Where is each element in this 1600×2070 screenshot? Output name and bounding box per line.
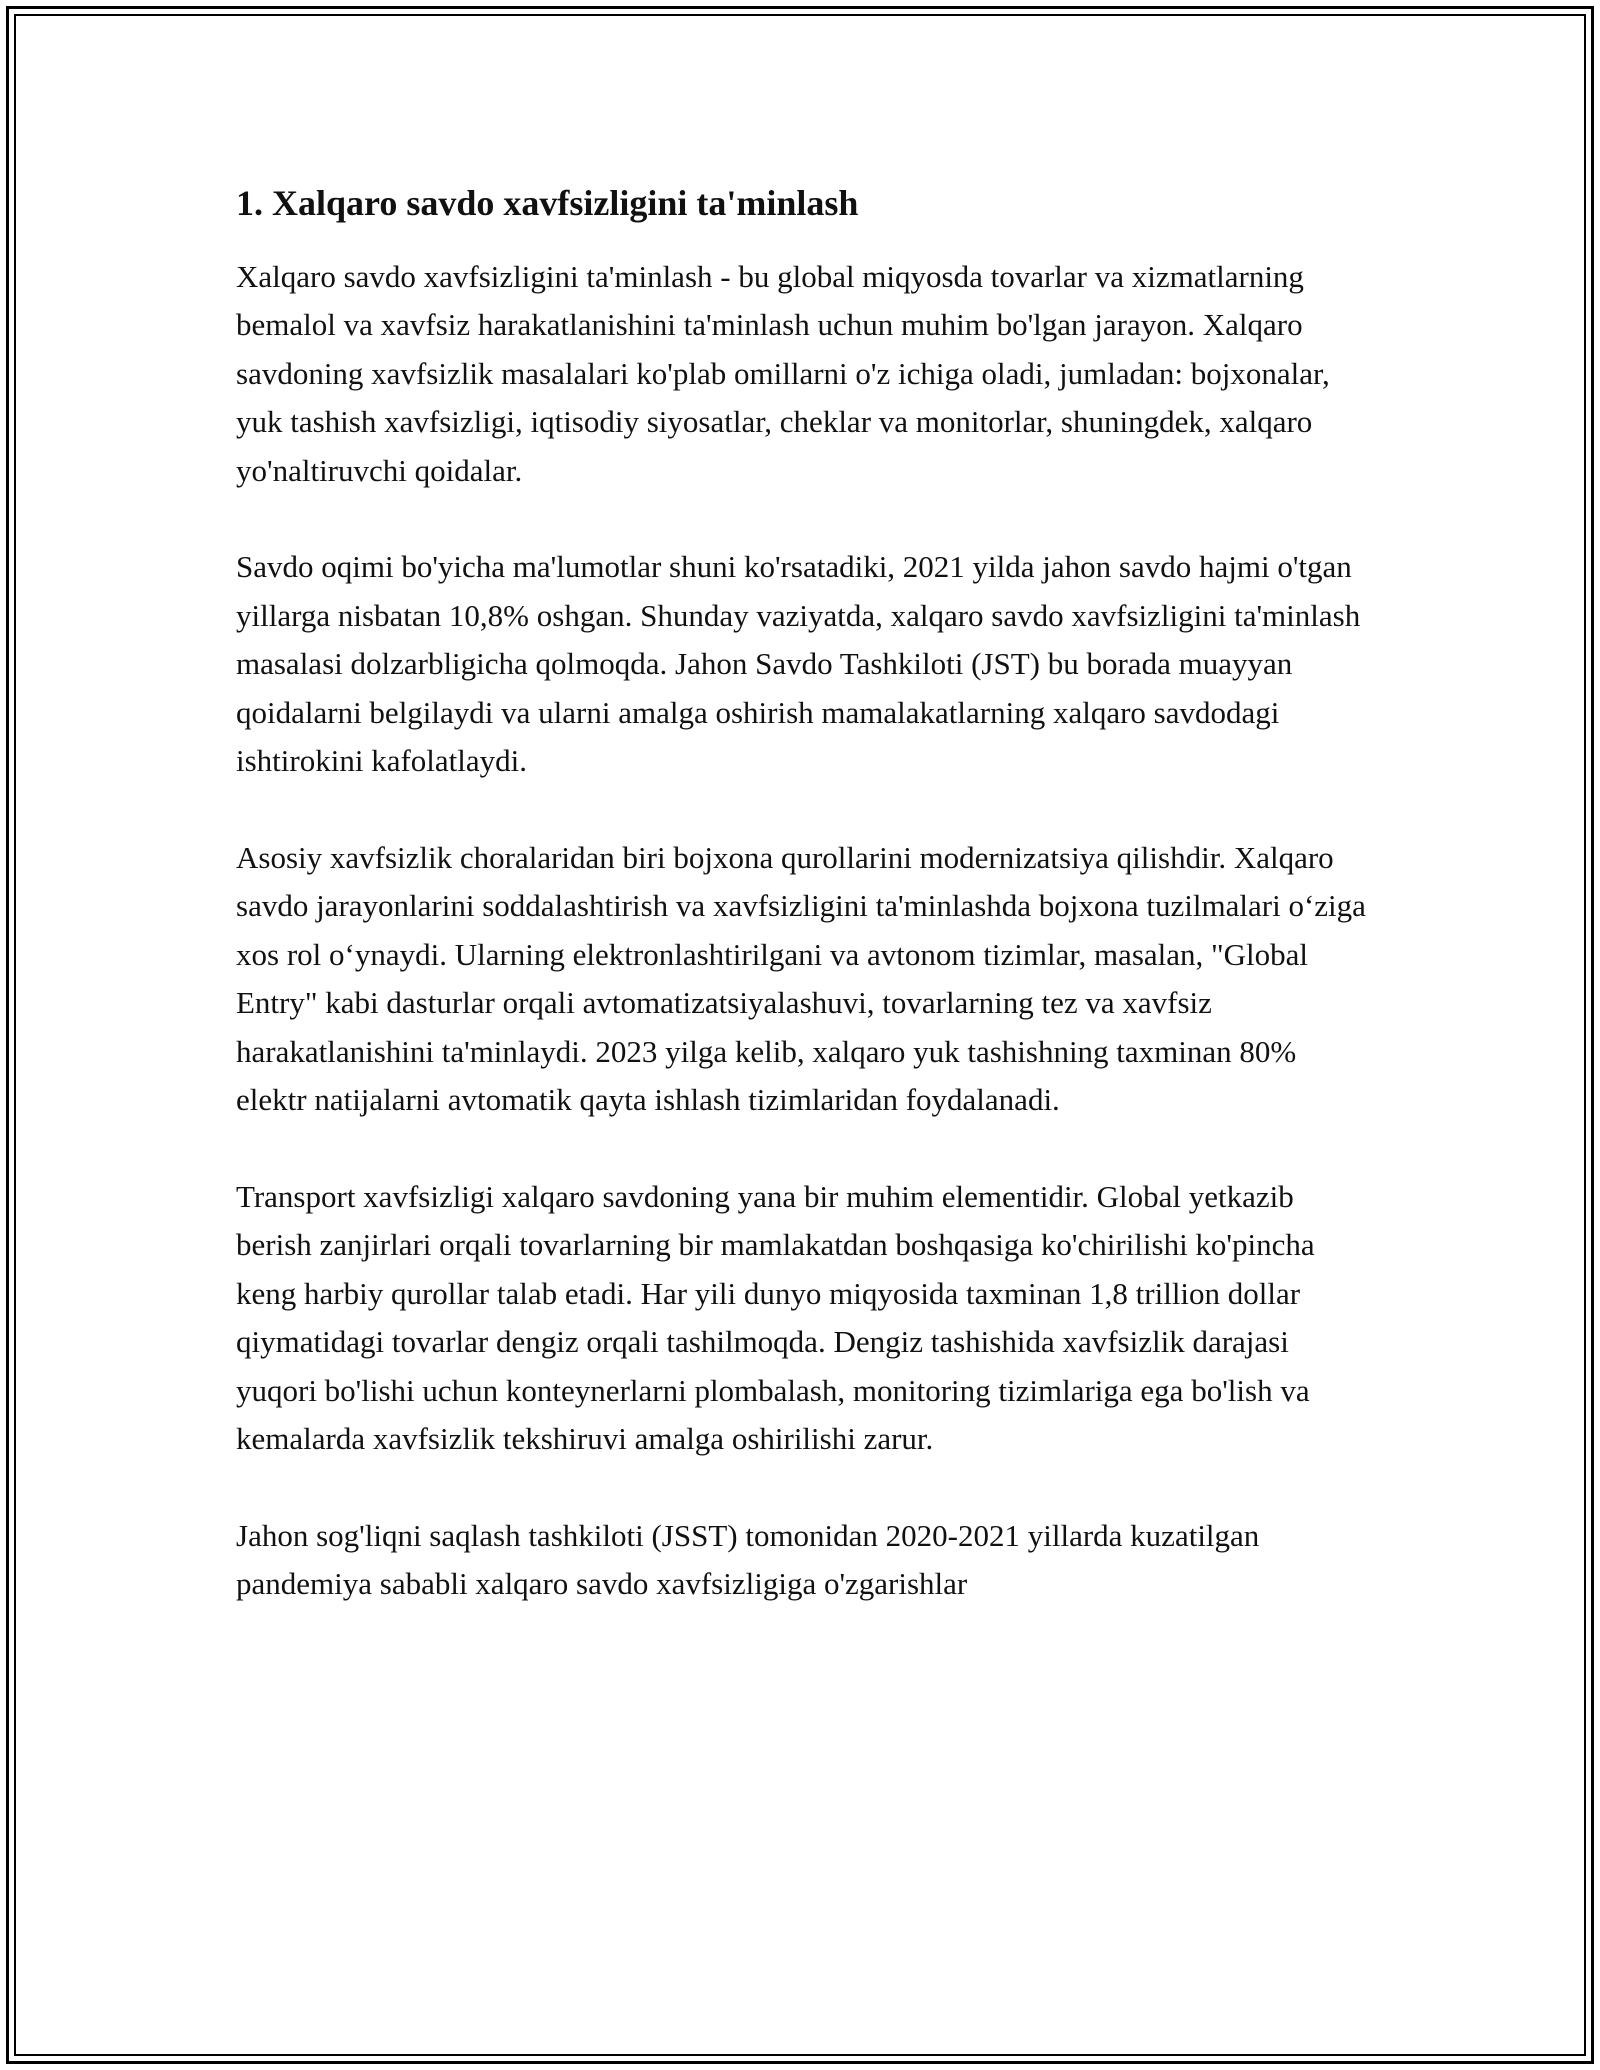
paragraph-pandemic: Jahon sog'liqni saqlash tashkiloti (JSST) tomonidan 2020-2021 yillarda kuzatilgan pandemiya sababli xalqaro savdo xavfsizligiga o'zgarishlar (236, 1517, 1260, 1602)
section-heading: 1. Xalqaro savdo xavfsizligini ta'minlash (236, 183, 859, 223)
paragraph-transport: Transport xavfsizligi xalqaro savdoning yana bir muhim elementidir. Global yetkazib berish zanjirlari orqali tovarlarning bir mamlakatdan boshqasiga ko'chirilishi ko'pincha keng harbiy qurollar talab etadi. Har yili dunyo miqyosida taxminan 1,8 trillion dollar qiymatidagi tovarlar dengiz orqali tashilmoqda. Dengiz tashishida xavfsizlik darajasi yuqori bo'lishi uchun konteynerlarni plombalash, monitoring tizimlariga ega bo'lish va kemalarda xavfsizlik tekshiruvi amalga oshirilishi zarur. (236, 1178, 1315, 1457)
paragraph-trade-volume: Savdo oqimi bo'yicha ma'lumotlar shuni ko'rsatadiki, 2021 yilda jahon savdo hajmi o'tgan yillarga nisbatan 10,8% oshgan. Shunday vaziyatda, xalqaro savdo xavfsizligini ta'minlash masalasi dolzarbligicha qolmoqda. Jahon Savdo Tashkiloti (JST) bu borada muayyan qoidalarni belgilaydi va ularni amalga oshirish mamalakatlarning xalqaro savdodagi ishtirokini kafolatlaydi. (236, 549, 1361, 779)
document-body (236, 180, 1366, 1609)
paragraph-customs: Asosiy xavfsizlik choralaridan biri bojxona qurollarini modernizatsiya qilishdir. Xalqaro savdo jarayonlarini soddalashtirish va xavfsizligini ta'minlashda bojxona tuzilmalari o‘ziga xos rol o‘ynaydi. Ularning elektronlashtirilgani va avtonom tizimlar, masalan, "Global Entry" kabi dasturlar orqali avtomatizatsiyalashuvi, tovarlarning tez va xavfsiz harakatlanishini ta'minlaydi. 2023 yilga kelib, xalqaro yuk tashishning taxminan 80% elektr natijalarni avtomatik qayta ishlash tizimlaridan foydalanadi. (236, 839, 1366, 1118)
paragraph-intro: Xalqaro savdo xavfsizligini ta'minlash - bu global miqyosda tovarlar va xizmatlarning bemalol va xavfsiz harakatlanishini ta'minlash uchun muhim bo'lgan jarayon. Xalqaro savdoning xavfsizlik masalalari ko'plab omillarni o'z ichiga oladi, jumladan: bojxonalar, yuk tashish xavfsizligi, iqtisodiy siyosatlar, cheklar va monitorlar, shuningdek, xalqaro yo'naltiruvchi qoidalar. (236, 258, 1330, 488)
